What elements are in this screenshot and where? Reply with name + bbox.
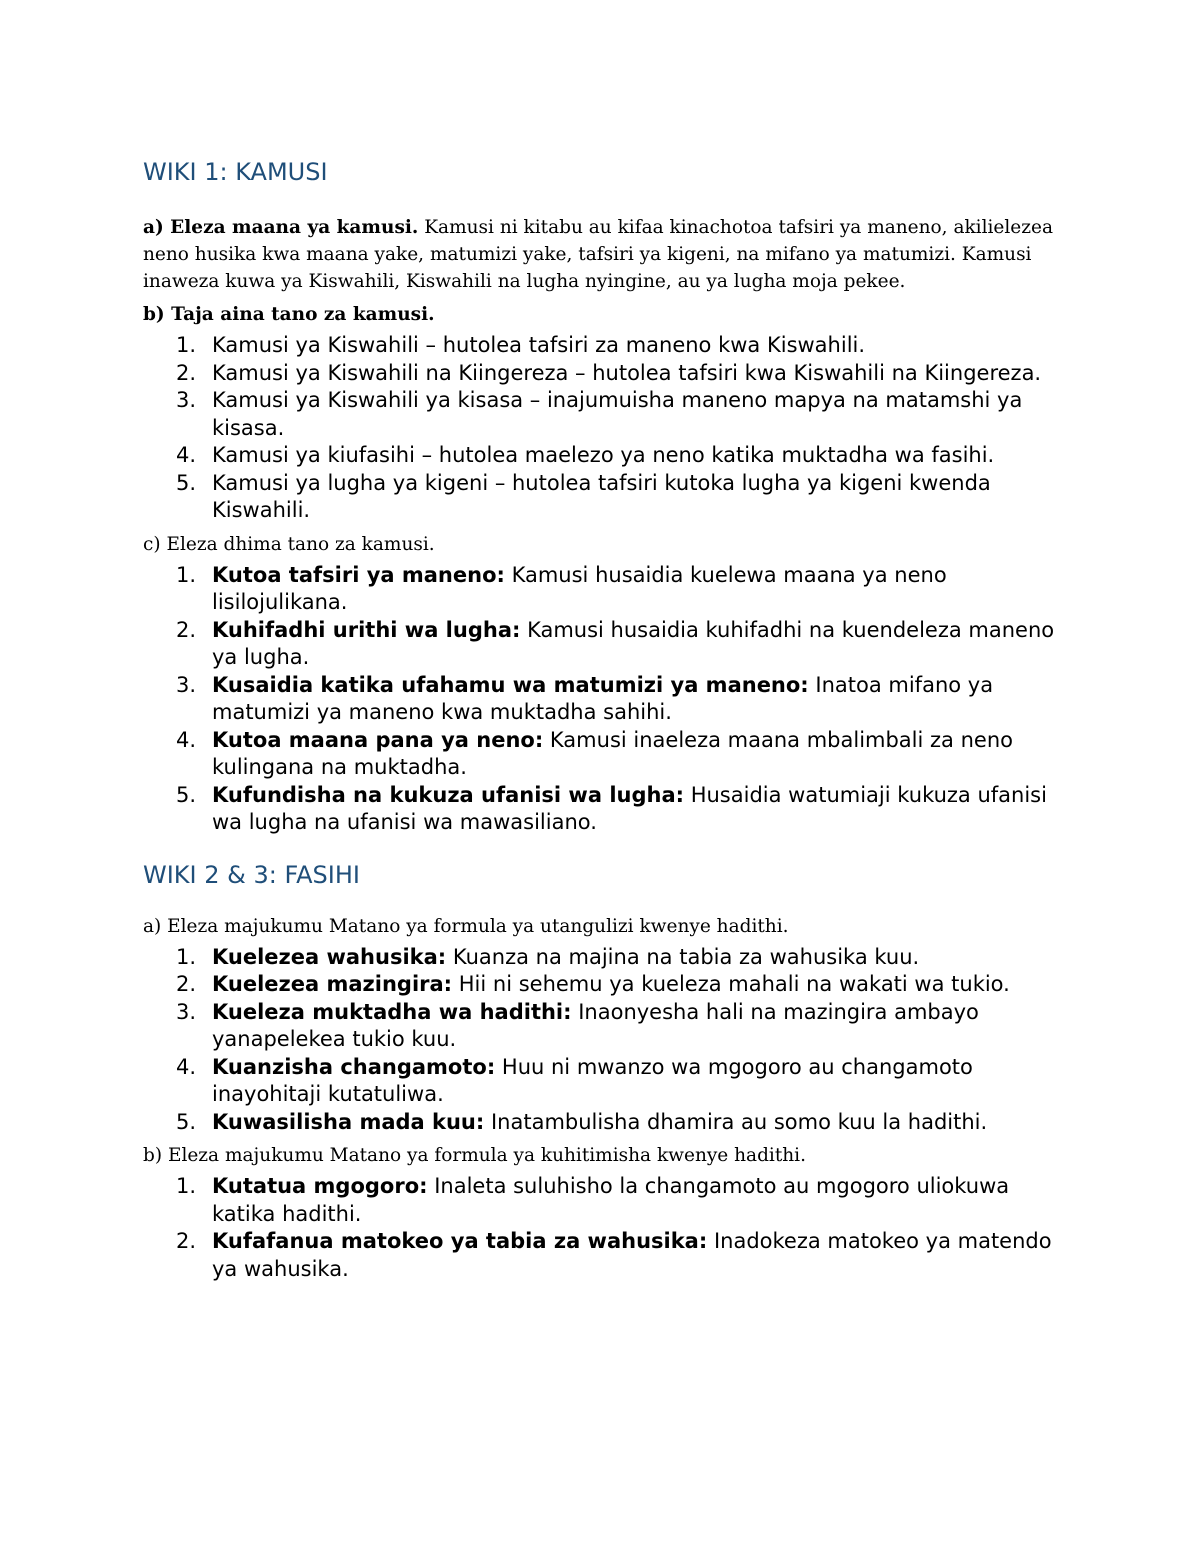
question-label: a) Eleza maana ya kamusi. xyxy=(143,217,419,238)
introduction-roles-list xyxy=(143,944,1068,1137)
document-page xyxy=(143,152,1068,1289)
list-item: 3. Kamusi ya Kiswahili ya kisasa – inajumuisha maneno mapya na matamshi ya kisasa. xyxy=(176,388,1023,440)
list-item: 3. Kueleza muktadha wa hadithi: Inaonyesha hali na mazingira ambayo yanapelekea tukio kuu. xyxy=(176,999,979,1051)
question-a-label: a) Eleza majukumu Matano ya formula ya utangulizi kwenye hadithi. xyxy=(143,915,789,937)
kamusi-types-list xyxy=(143,332,1068,525)
list-item: 1. Kutatua mgogoro: Inaleta suluhisho la changamoto au mgogoro uliokuwa katika hadithi. xyxy=(176,1174,1010,1226)
list-item: 2. Kuelezea mazingira: Hii ni sehemu ya kueleza mahali na wakati wa tukio. xyxy=(176,972,1010,996)
list-item: 5. Kamusi ya lugha ya kigeni – hutolea tafsiri kutoka lugha ya kigeni kwenda Kiswahili. xyxy=(176,470,991,522)
question-b-label: b) Taja aina tano za kamusi. xyxy=(143,304,435,325)
question-c-label: c) Eleza dhima tano za kamusi. xyxy=(143,533,435,555)
list-item: 5. Kuwasilisha mada kuu: Inatambulisha dhamira au somo kuu la hadithi. xyxy=(176,1109,988,1134)
list-item: 5. Kufundisha na kukuza ufanisi wa lugha: Husaidia watumiaji kukuza ufanisi wa lugha na ufanisi wa mawasiliano. xyxy=(176,782,1047,834)
list-item: 4. Kuanzisha changamoto: Huu ni mwanzo wa mgogoro au changamoto inayohitaji kutatuliwa. xyxy=(176,1054,973,1106)
list-item: 1. Kutoa tafsiri ya maneno: Kamusi husaidia kuelewa maana ya neno lisilojulikana. xyxy=(176,562,947,614)
conclusion-roles-list xyxy=(143,1173,1068,1283)
list-item: 3. Kusaidia katika ufahamu wa matumizi ya maneno: Inatoa mifano ya matumizi ya maneno kwa muktadha sahihi. xyxy=(176,672,994,724)
kamusi-roles-list xyxy=(143,562,1068,837)
list-item: 4. Kamusi ya kiufasihi – hutolea maelezo ya neno katika muktadha wa fasihi. xyxy=(176,443,995,467)
list-item: 2. Kufafanua matokeo ya tabia za wahusika: Inadokeza matokeo ya matendo ya wahusika. xyxy=(176,1229,1052,1281)
list-item: 4. Kutoa maana pana ya neno: Kamusi inaeleza maana mbalimbali za neno kulingana na muktadha. xyxy=(176,727,1013,779)
list-item: 1. Kamusi ya Kiswahili – hutolea tafsiri za maneno kwa Kiswahili. xyxy=(176,333,866,357)
section-heading-fasihi: WIKI 2 & 3: FASIHI xyxy=(143,860,360,889)
question-a-paragraph xyxy=(143,214,1068,295)
list-item: 2. Kamusi ya Kiswahili na Kiingereza – hutolea tafsiri kwa Kiswahili na Kiingereza. xyxy=(176,360,1042,385)
section-heading-kamusi: WIKI 1: KAMUSI xyxy=(143,158,328,186)
answer-text: Kamusi ni kitabu au kifaa kinachotoa tafsiri ya maneno, akilielezea neno husika kwa maana yake, matumizi yake, tafsiri ya kigeni, na mifano ya matumizi. Kamusi inaweza kuwa ya Kiswahili, Kiswahili na lugha nyingine, au ya lugha moja pekee. xyxy=(143,217,1053,292)
list-item: 1. Kuelezea wahusika: Kuanza na majina na tabia za wahusika kuu. xyxy=(176,944,920,969)
question-b-label: b) Eleza majukumu Matano ya formula ya kuhitimisha kwenye hadithi. xyxy=(143,1145,806,1166)
list-item: 2. Kuhifadhi urithi wa lugha: Kamusi husaidia kuhifadhi na kuendeleza maneno ya lugha. xyxy=(176,617,1055,669)
